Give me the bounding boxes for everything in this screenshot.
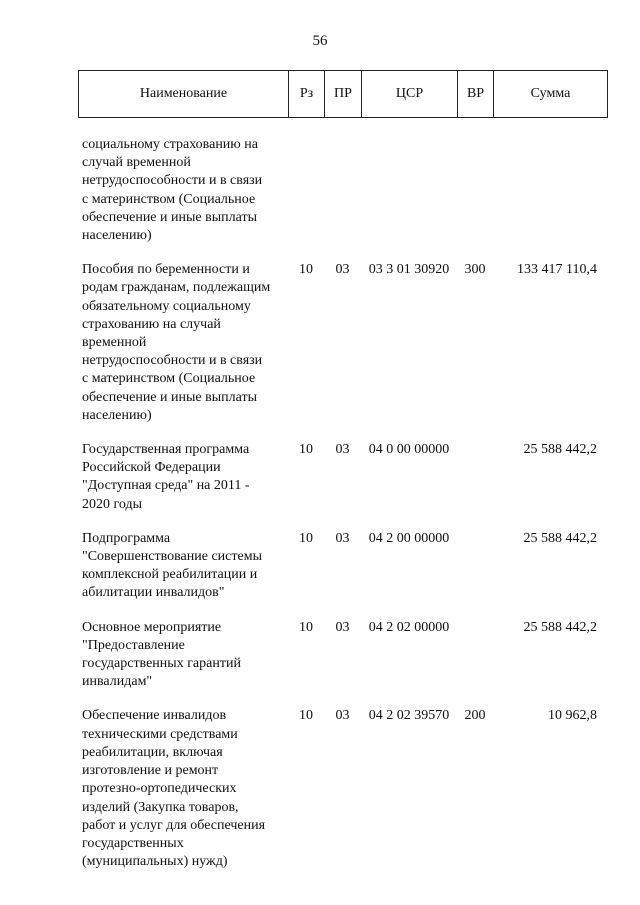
row-name-line: населению) (82, 228, 152, 244)
row-name-line: государственных (82, 835, 184, 851)
row-name-line: обеспечение и иные выплаты (82, 209, 257, 225)
row-name-line: страхованию на случай (82, 316, 221, 332)
row-name-line: техническими средствами (82, 726, 238, 742)
header-vr: ВР (458, 71, 494, 117)
row-vr: 300 (464, 262, 486, 278)
row-name (78, 707, 288, 871)
row-pr: 03 (335, 262, 350, 278)
row-sum: 25 588 442,2 (523, 619, 597, 635)
header-rz: Рз (289, 71, 325, 117)
row-name-line: случай временной (82, 155, 191, 171)
header-name: Наименование (79, 71, 289, 117)
row-name (78, 441, 288, 514)
row-pr: 03 (335, 442, 350, 458)
header-pr: ПР (325, 71, 362, 117)
row-name (78, 619, 288, 692)
row-name-line: государственных гарантий (82, 656, 241, 672)
row-name-line: с материнством (Социальное (82, 191, 256, 207)
header-csr: ЦСР (362, 71, 458, 117)
row-name-line: родам гражданам, подлежащим (82, 280, 271, 296)
row-name-line: Российской Федерации (82, 460, 221, 476)
table-row (78, 441, 608, 514)
row-name (78, 136, 288, 245)
row-name-line: обязательному социальному (82, 298, 251, 314)
row-name (78, 530, 288, 603)
row-name-line: населению) (82, 407, 152, 423)
row-sum: 25 588 442,2 (523, 442, 597, 458)
row-name-line: временной (82, 335, 147, 351)
row-rz: 10 (299, 708, 313, 724)
row-sum: 133 417 110,4 (517, 262, 597, 278)
row-name-line: комплексной реабилитации и (82, 567, 258, 583)
table-row (78, 261, 608, 425)
row-name-line: протезно-ортопедических (82, 781, 237, 797)
table-row (78, 530, 608, 603)
row-name-line: (муниципальных) нужд) (82, 854, 228, 870)
row-name-line: социальному страхованию на (82, 137, 258, 152)
row-vr: 200 (464, 708, 486, 724)
row-name-line: Государственная программа (82, 442, 250, 458)
row-name-line: реабилитации, включая (82, 744, 223, 760)
row-name-line: Пособия по беременности и (82, 262, 250, 278)
page-number: 56 (312, 33, 328, 49)
row-csr: 04 2 00 00000 (368, 530, 450, 546)
row-rz: 10 (299, 442, 313, 458)
row-name-line: "Предоставление (82, 637, 185, 653)
row-name-line: изготовление и ремонт (82, 763, 219, 779)
row-name-line: Основное мероприятие (82, 619, 222, 635)
row-csr: 04 2 02 39570 (368, 708, 450, 724)
table-row (78, 619, 608, 692)
row-name-line: нетрудоспособности и в связи (82, 173, 263, 189)
table-body (78, 136, 608, 887)
row-rz: 10 (299, 619, 313, 635)
row-name-line: "Совершенствование системы (82, 549, 262, 565)
row-csr: 04 2 02 00000 (368, 619, 450, 635)
row-sum: 10 962,8 (548, 708, 597, 724)
row-name-line: обеспечение и иные выплаты (82, 389, 257, 405)
row-name-line: Обеспечение инвалидов (82, 708, 227, 724)
row-pr: 03 (335, 619, 350, 635)
row-sum: 25 588 442,2 (523, 530, 597, 546)
row-name-line: Подпрограмма (82, 530, 171, 546)
header-sum: Сумма (530, 86, 571, 101)
table-row (78, 707, 608, 871)
row-name-line: изделий (Закупка товаров, (82, 799, 239, 815)
row-rz: 10 (299, 262, 313, 278)
row-name-line: инвалидам" (82, 674, 153, 690)
row-name-line: "Доступная среда" на 2011 - (82, 478, 250, 494)
row-name-line: с материнством (Социальное (82, 371, 256, 387)
row-name-line: нетрудоспособности и в связи (82, 353, 263, 369)
row-csr: 04 0 00 00000 (368, 442, 450, 458)
row-pr: 03 (335, 530, 350, 546)
row-rz: 10 (299, 530, 313, 546)
row-csr: 03 3 01 30920 (368, 262, 450, 278)
table-row (78, 136, 608, 245)
row-pr: 03 (335, 708, 350, 724)
row-name-line: 2020 годы (82, 496, 143, 512)
row-name-line: абилитации инвалидов" (82, 585, 225, 601)
row-name (78, 261, 288, 425)
table-header (78, 70, 608, 118)
row-name-line: работ и услуг для обеспечения (82, 817, 266, 833)
